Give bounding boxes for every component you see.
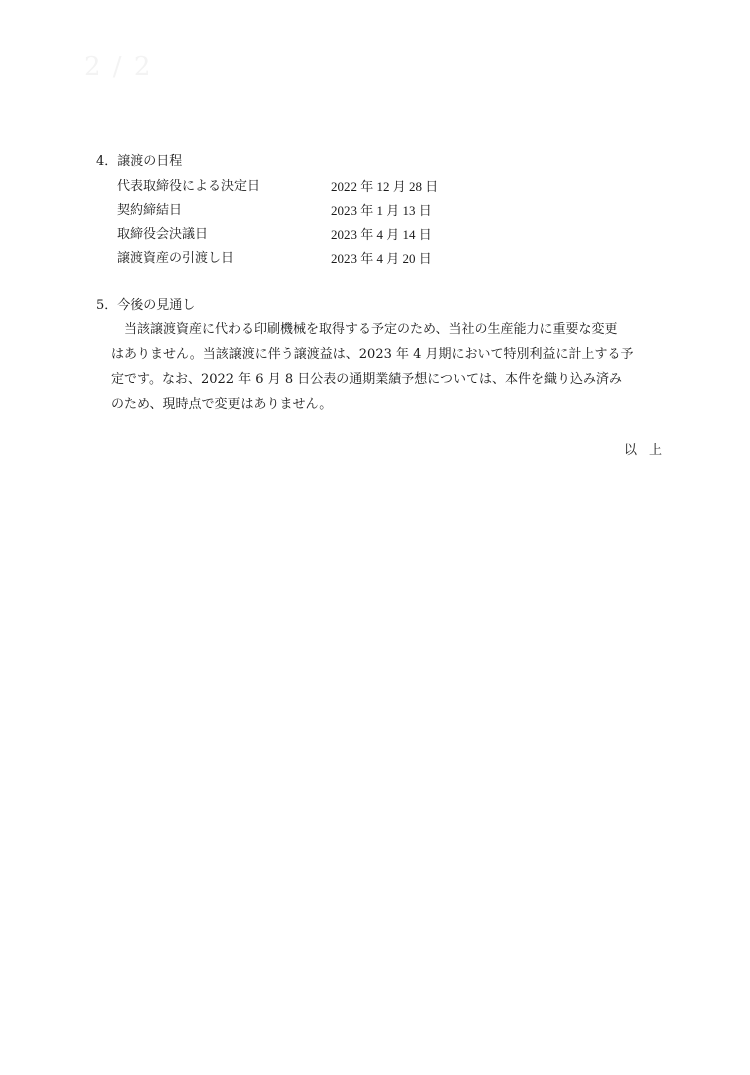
schedule-label: 契約締結日: [117, 203, 183, 218]
schedule-date: 2023 年 1 月 13 日: [331, 203, 432, 218]
outlook-heading: 5．今後の見通し: [96, 298, 196, 313]
schedule-label: 取締役会決議日: [117, 227, 209, 242]
schedule-label: 譲渡資産の引渡し日: [117, 251, 235, 266]
outlook-paragraph-line: 当該譲渡資産に代わる印刷機械を取得する予定のため、当社の生産能力に重要な変更: [124, 322, 618, 337]
outlook-paragraph-line: はありません。当該譲渡に伴う譲渡益は、2023 年 4 月期において特別利益に計上する予: [111, 347, 634, 362]
schedule-heading: 4．譲渡の日程: [96, 154, 183, 169]
outlook-paragraph-line: のため、現時点で変更はありません。: [111, 397, 333, 412]
schedule-date: 2023 年 4 月 14 日: [331, 227, 432, 242]
schedule-row: [0, 251, 750, 271]
schedule-date: 2023 年 4 月 20 日: [331, 251, 432, 266]
page-number: 2 / 2: [84, 52, 153, 82]
schedule-row: [0, 203, 750, 223]
schedule-date: 2022 年 12 月 28 日: [331, 179, 439, 194]
schedule-label: 代表取締役による決定日: [117, 179, 261, 194]
closing-mark: 以上: [624, 443, 675, 458]
outlook-paragraph-line: 定です。なお、2022 年 6 月 8 日公表の通期業績予想については、本件を織り込み済み: [111, 372, 622, 387]
schedule-row: [0, 179, 750, 199]
schedule-row: [0, 227, 750, 247]
